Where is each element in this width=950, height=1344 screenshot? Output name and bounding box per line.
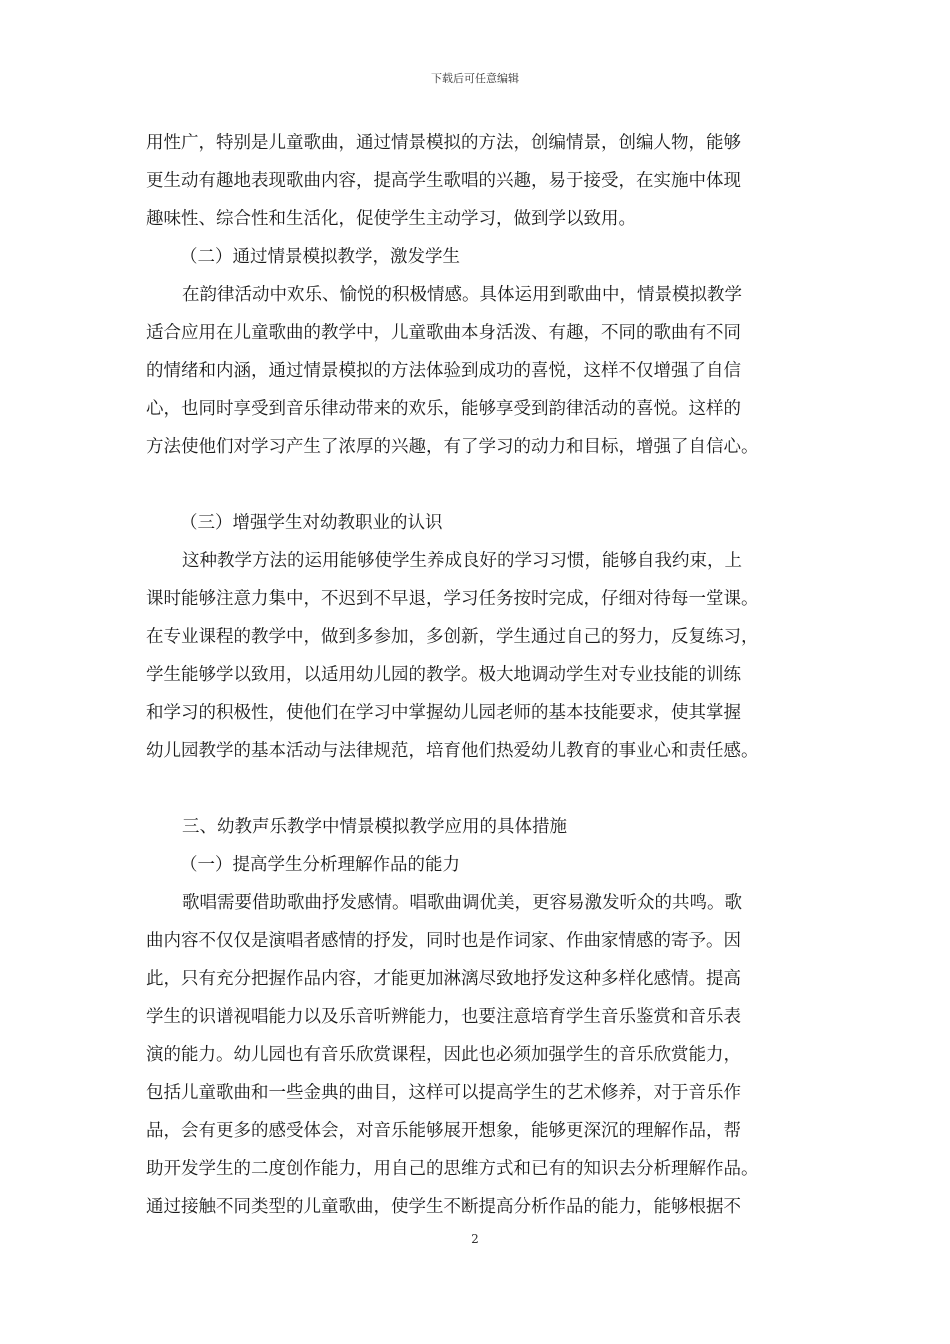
paragraph-line: 方法使他们对学习产生了浓厚的兴趣，有了学习的动力和目标，增强了自信心。 [146, 437, 759, 457]
paragraph-line: 用性广，特别是儿童歌曲，通过情景模拟的方法，创编情景，创编人物，能够 [146, 133, 741, 153]
paragraph-line: 趣味性、综合性和生活化，促使学生主动学习，做到学以致用。 [146, 209, 636, 229]
paragraph-line: 幼儿园教学的基本活动与法律规范，培育他们热爱幼儿教育的事业心和责任感。 [146, 741, 759, 761]
paragraph-line: 更生动有趣地表现歌曲内容，提高学生歌唱的兴趣，易于接受，在实施中体现 [146, 171, 741, 191]
document-body [146, 124, 810, 1226]
section-heading: 三、幼教声乐教学中情景模拟教学应用的具体措施 [182, 817, 567, 837]
paragraph-line: 心，也同时享受到音乐律动带来的欢乐，能够享受到韵律活动的喜悦。这样的 [146, 399, 741, 419]
paragraph-line: 曲内容不仅仅是演唱者感情的抒发，同时也是作词家、作曲家情感的寄予。因 [146, 931, 741, 951]
paragraph-line: 在专业课程的教学中，做到多参加，多创新，学生通过自己的努力，反复练习， [146, 627, 759, 647]
paragraph-line: 这种教学方法的运用能够使学生养成良好的学习习惯，能够自我约束，上 [182, 551, 742, 571]
paragraph-line: 品，会有更多的感受体会，对音乐能够展开想象，能够更深沉的理解作品，帮 [146, 1121, 741, 1141]
paragraph-line: 在韵律活动中欢乐、愉悦的积极情感。具体运用到歌曲中，情景模拟教学 [182, 285, 742, 305]
page-header: 下载后可任意编辑 [431, 72, 519, 85]
paragraph-line: 此，只有充分把握作品内容，才能更加淋漓尽致地抒发这种多样化感情。提高 [146, 969, 741, 989]
paragraph-line: 学生的识谱视唱能力以及乐音听辨能力，也要注意培育学生音乐鉴赏和音乐表 [146, 1007, 741, 1027]
paragraph-line: 课时能够注意力集中，不迟到不早退，学习任务按时完成，仔细对待每一堂课。 [146, 589, 759, 609]
paragraph-line: 适合应用在儿童歌曲的教学中，儿童歌曲本身活泼、有趣，不同的歌曲有不同 [146, 323, 741, 343]
subsection-heading: （三）增强学生对幼教职业的认识 [180, 513, 443, 533]
paragraph-line: 通过接触不同类型的儿童歌曲，使学生不断提高分析作品的能力，能够根据不 [146, 1197, 741, 1217]
subsection-heading: （一）提高学生分析理解作品的能力 [180, 855, 460, 875]
page-number: 2 [471, 1232, 479, 1246]
paragraph-line: 助开发学生的二度创作能力，用自己的思维方式和已有的知识去分析理解作品。 [146, 1159, 759, 1179]
paragraph-line: 和学习的积极性，使他们在学习中掌握幼儿园老师的基本技能要求，使其掌握 [146, 703, 741, 723]
blank-line [146, 770, 810, 808]
paragraph-line: 歌唱需要借助歌曲抒发感情。唱歌曲调优美，更容易激发听众的共鸣。歌 [182, 893, 742, 913]
paragraph-line: 演的能力。幼儿园也有音乐欣赏课程，因此也必须加强学生的音乐欣赏能力， [146, 1045, 741, 1065]
subsection-heading: （二）通过情景模拟教学，激发学生 [180, 247, 460, 267]
paragraph-line: 包括儿童歌曲和一些金典的曲目，这样可以提高学生的艺术修养，对于音乐作 [146, 1083, 741, 1103]
paragraph-line: 学生能够学以致用，以适用幼儿园的教学。极大地调动学生对专业技能的训练 [146, 665, 741, 685]
paragraph-line: 的情绪和内涵，通过情景模拟的方法体验到成功的喜悦，这样不仅增强了自信 [146, 361, 741, 381]
blank-line [146, 466, 810, 504]
